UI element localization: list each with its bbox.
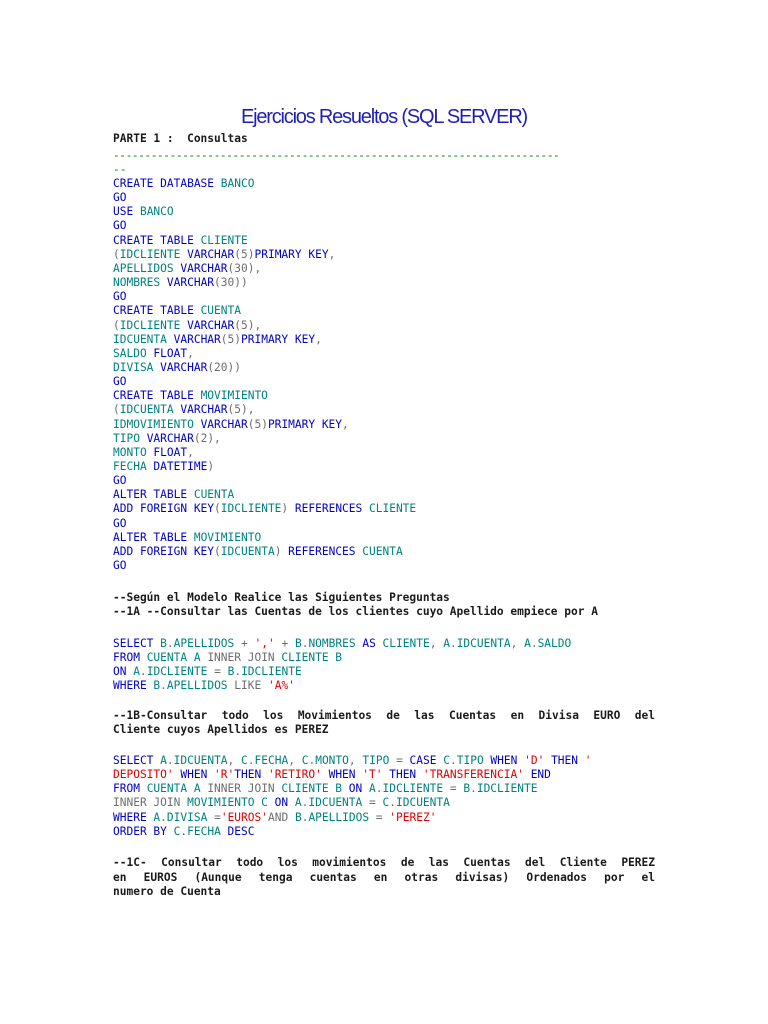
code-line	[113, 488, 234, 502]
code-token: )	[274, 544, 289, 558]
code-token: B	[153, 679, 161, 693]
code-line	[113, 191, 126, 205]
code-token: THEN	[234, 768, 268, 782]
code-token: 'RETIRO'	[267, 768, 322, 782]
code-token: THEN	[382, 768, 423, 782]
code-token: .	[308, 754, 316, 767]
code-token: ,	[187, 445, 194, 459]
code-token: DIVISA	[166, 810, 215, 824]
code-token: VARCHAR	[180, 403, 228, 417]
code-token: TIPO	[362, 754, 397, 767]
code-token: =	[369, 796, 383, 810]
code-token: (	[214, 544, 221, 558]
code-token: .	[375, 782, 383, 796]
code-token: VARCHAR	[160, 360, 208, 374]
question-intro: --Según el Modelo Realice las Siguientes Preguntas	[113, 591, 450, 604]
code-token: IDCLIENTE	[119, 318, 188, 332]
code-token: VARCHAR	[173, 332, 221, 346]
code-token: ,	[510, 637, 525, 650]
code-token: INNER JOIN	[207, 782, 282, 796]
code-token: BANCO	[139, 205, 174, 219]
code-line	[113, 517, 126, 531]
code-line	[113, 304, 241, 318]
code-token: PRIMARY KEY	[267, 417, 343, 431]
code-token: FLOAT	[153, 346, 188, 360]
code-token: CUENTA A	[146, 651, 208, 665]
code-line	[113, 262, 261, 276]
code-token: BANCO	[220, 177, 255, 190]
code-token: MOVIMIENTO C	[187, 796, 275, 810]
code-token: CLIENTE B	[281, 782, 349, 796]
code-line	[113, 796, 450, 810]
code-line	[113, 545, 403, 559]
code-token: .	[449, 754, 457, 767]
code-token: 'PEREZ'	[389, 810, 437, 824]
code-token: FROM	[113, 651, 147, 665]
code-token: VARCHAR	[187, 318, 235, 332]
code-token: WHERE	[113, 810, 154, 824]
code-token: AND	[267, 810, 295, 824]
code-token: IDCLIENTE	[241, 665, 302, 679]
code-token: C	[173, 824, 181, 838]
code-token: 'T'	[362, 768, 383, 782]
code-line	[113, 319, 261, 333]
code-token: ,	[288, 754, 302, 767]
code-token: .	[234, 665, 242, 679]
code-token: VARCHAR	[187, 247, 235, 261]
code-token: =	[214, 810, 221, 824]
question-1c-line2: en EUROS (Aunque tenga cuentas en otras divisas) Ordenados por el	[113, 871, 655, 884]
code-token: .	[449, 637, 457, 650]
code-token: GO	[113, 516, 127, 530]
code-token: ,	[429, 637, 444, 650]
code-line	[113, 446, 194, 460]
code-line	[113, 460, 214, 474]
code-token: (	[113, 247, 120, 261]
code-token: A	[524, 637, 531, 650]
code-line	[113, 531, 261, 545]
code-token: GO	[113, 559, 127, 573]
code-line	[113, 559, 126, 573]
code-line	[113, 502, 416, 516]
code-token: IDCLIENTE	[476, 782, 538, 796]
code-token: PRIMARY KEY	[254, 247, 329, 261]
code-token: GO	[113, 375, 127, 389]
code-token: (5)	[247, 417, 268, 431]
code-token: =	[396, 754, 410, 767]
code-token: SALDO	[113, 346, 154, 360]
code-token: CLIENTE	[369, 502, 417, 516]
code-line	[113, 811, 436, 825]
code-token: )	[281, 502, 295, 516]
code-token: ,	[342, 417, 349, 431]
code-token: A	[368, 782, 376, 796]
code-token: .	[160, 679, 167, 693]
code-token: CREATE TABLE	[113, 233, 201, 247]
code-token: (	[113, 403, 120, 417]
code-token: )	[207, 460, 215, 473]
code-token: GO	[113, 474, 127, 488]
part-heading: PARTE 1 : Consultas	[113, 132, 248, 145]
code-token: NOMBRES	[308, 637, 363, 650]
question-1b-line2: Cliente cuyos Apellidos es PEREZ	[113, 723, 329, 736]
code-line	[113, 361, 241, 375]
code-token: ,	[187, 346, 194, 360]
code-token: A	[160, 754, 167, 767]
code-token: .	[247, 754, 255, 767]
code-token: ,	[315, 332, 322, 346]
code-token: IDCUENTA	[173, 754, 228, 767]
code-line	[113, 290, 126, 304]
code-token: IDCUENTA	[220, 544, 275, 558]
code-token: FECHA	[187, 824, 228, 838]
code-token: VARCHAR	[166, 276, 215, 290]
code-token: ADD FOREIGN KEY	[113, 502, 215, 516]
code-token: (30),	[227, 261, 262, 275]
code-token: .	[530, 637, 538, 650]
code-token: (2),	[193, 431, 221, 445]
code-token: GO	[113, 290, 127, 304]
code-line	[113, 403, 254, 417]
code-token: .	[166, 637, 174, 650]
code-token: ,	[328, 247, 336, 261]
code-token: FLOAT	[153, 445, 188, 459]
code-token: 'D'	[524, 754, 545, 767]
code-token: (5),	[234, 318, 262, 332]
code-line	[113, 347, 194, 361]
code-token: CUENTA	[362, 544, 403, 558]
code-token: ON	[348, 782, 369, 796]
code-token: B	[294, 637, 302, 650]
code-line	[113, 825, 255, 839]
code-token: ALTER TABLE	[113, 488, 194, 502]
code-token: .	[166, 754, 174, 767]
code-line	[113, 234, 248, 248]
code-token: SALDO	[537, 637, 572, 650]
code-line	[113, 248, 335, 262]
code-token: (	[113, 318, 120, 332]
code-token: C	[443, 754, 450, 767]
code-token: (	[214, 502, 221, 516]
code-token: .	[301, 810, 309, 824]
code-token: DESC	[227, 824, 255, 838]
code-token: ON	[113, 665, 134, 679]
code-token: =	[449, 782, 464, 796]
code-token: =	[214, 665, 228, 679]
code-token: CREATE DATABASE	[113, 177, 221, 190]
code-token: (5)	[234, 247, 255, 261]
code-token: APELLIDOS	[308, 810, 376, 824]
code-token: LIKE	[234, 679, 268, 693]
code-token: IDCUENTA	[119, 403, 181, 417]
code-token: ALTER TABLE	[113, 530, 194, 544]
code-line	[113, 389, 268, 403]
question-1a: --1A --Consultar las Cuentas de los clientes cuyo Apellido empiece por A	[113, 605, 598, 618]
code-token: MOVIMIENTO	[200, 389, 268, 403]
code-token: FROM	[113, 782, 147, 796]
code-line	[113, 432, 221, 446]
code-token: 'R'	[214, 768, 235, 782]
code-token: ','	[254, 637, 275, 650]
code-token: PRIMARY KEY	[241, 332, 316, 346]
separator-tail: --	[113, 163, 127, 176]
code-token: CLIENTE B	[281, 651, 343, 665]
code-token: B	[227, 665, 235, 679]
code-token: REFERENCES	[288, 544, 363, 558]
separator-line: -----------------------------------------------------------------------	[113, 149, 560, 162]
code-token: A	[294, 796, 302, 810]
code-line	[113, 219, 126, 233]
code-token: MONTO	[315, 754, 349, 767]
code-token: SELECT	[113, 754, 161, 767]
code-token: IDCUENTA	[113, 332, 174, 346]
code-token: CUENTA	[193, 488, 235, 502]
code-line	[113, 665, 302, 679]
code-token: '	[584, 754, 592, 767]
code-token: C	[301, 754, 309, 767]
code-token: CREATE TABLE	[113, 389, 201, 403]
code-token: IDCUENTA	[308, 796, 369, 810]
code-token: (30))	[214, 276, 248, 290]
code-token: ON	[274, 796, 295, 810]
code-token: INNER JOIN	[113, 796, 188, 810]
code-token: A	[133, 665, 140, 679]
code-token: WHEN	[321, 768, 363, 782]
code-line	[113, 205, 174, 219]
code-token: B	[463, 782, 471, 796]
code-token: FECHA	[254, 754, 289, 767]
code-token: IDCLIENTE	[146, 665, 215, 679]
code-line	[113, 474, 126, 488]
code-token: VARCHAR	[146, 431, 194, 445]
code-token: 'A%'	[267, 679, 295, 693]
code-token: .	[160, 810, 167, 824]
code-token: 'EUROS'	[220, 810, 268, 824]
code-token: CASE	[409, 754, 444, 767]
code-token: IDCLIENTE	[382, 782, 450, 796]
code-token: .	[301, 796, 309, 810]
code-token: WHERE	[113, 679, 154, 693]
code-token: GO	[113, 191, 127, 205]
question-1c-line1: --1C- Consultar todo los movimientos de las Cuentas del Cliente PEREZ	[113, 856, 655, 869]
code-token: CLIENTE	[382, 637, 430, 650]
code-token: TIPO	[456, 754, 491, 767]
code-token: ADD FOREIGN KEY	[113, 544, 215, 558]
code-token: +	[274, 637, 295, 650]
code-token: IDCLIENTE	[220, 502, 282, 516]
code-token: 'TRANSFERENCIA'	[422, 768, 524, 782]
code-token: C	[241, 754, 248, 767]
code-token: TIPO	[113, 431, 147, 445]
code-token: CUENTA A	[146, 782, 208, 796]
code-token: INNER JOIN	[207, 651, 282, 665]
code-token: CREATE TABLE	[113, 304, 201, 318]
code-token: APELLIDOS	[166, 679, 235, 693]
code-line	[113, 754, 592, 768]
code-line	[113, 276, 248, 290]
code-token: DATETIME	[153, 460, 208, 473]
code-token: MONTO	[113, 445, 154, 459]
code-token: ,	[227, 754, 242, 767]
code-token: A	[443, 637, 450, 650]
code-token: B	[160, 637, 167, 650]
code-token: THEN	[544, 754, 585, 767]
code-token: VARCHAR	[200, 417, 248, 431]
question-1c-line3: numero de Cuenta	[113, 885, 221, 898]
code-token: APELLIDOS	[173, 637, 242, 650]
code-line	[113, 375, 126, 389]
code-line	[113, 637, 571, 651]
code-token: (20))	[207, 360, 241, 374]
code-token: WHEN	[490, 754, 525, 767]
code-token: .	[139, 665, 147, 679]
code-line	[113, 782, 537, 796]
code-token: ORDER BY	[113, 824, 174, 838]
code-token: B	[294, 810, 302, 824]
code-line	[113, 418, 349, 432]
code-token: .	[389, 796, 396, 810]
code-token: DEPOSITO'	[113, 768, 174, 782]
code-token: IDCLIENTE	[119, 247, 188, 261]
code-token: =	[375, 810, 390, 824]
code-line	[113, 651, 342, 665]
code-token: APELLIDOS	[113, 261, 181, 275]
code-token: USE	[113, 205, 140, 219]
code-token: A	[153, 810, 161, 824]
code-token: .	[470, 782, 477, 796]
code-token: FECHA	[113, 460, 154, 473]
code-token: WHEN	[173, 768, 215, 782]
code-line	[113, 768, 551, 782]
document-title: Ejercicios Resueltos (SQL SERVER)	[240, 106, 528, 128]
code-token: AS	[362, 637, 383, 650]
code-token: GO	[113, 219, 127, 233]
code-token: MOVIMIENTO	[193, 530, 262, 544]
code-token: DIVISA	[113, 360, 161, 374]
code-token: IDCUENTA	[395, 796, 450, 810]
code-token: IDCUENTA	[456, 637, 511, 650]
code-line	[113, 333, 322, 347]
code-line	[113, 679, 295, 693]
code-token: REFERENCES	[294, 502, 369, 516]
code-token: VARCHAR	[180, 261, 228, 275]
code-token: .	[301, 637, 309, 650]
code-token: IDMOVIMIENTO	[113, 417, 201, 431]
code-token: CLIENTE	[200, 233, 248, 247]
code-token: .	[180, 824, 188, 838]
code-token: NOMBRES	[113, 276, 167, 290]
code-token: C	[382, 796, 390, 810]
code-line	[113, 177, 254, 191]
code-token: END	[523, 768, 551, 782]
code-token: (5)	[220, 332, 241, 346]
question-1b-line1: --1B-Consultar todo los Movimientos de las Cuentas en Divisa EURO del	[113, 709, 655, 722]
code-token: ,	[348, 754, 363, 767]
code-token: (5),	[227, 403, 255, 417]
code-token: SELECT	[113, 637, 161, 650]
code-token: CUENTA	[200, 304, 241, 318]
code-token: +	[241, 637, 255, 650]
